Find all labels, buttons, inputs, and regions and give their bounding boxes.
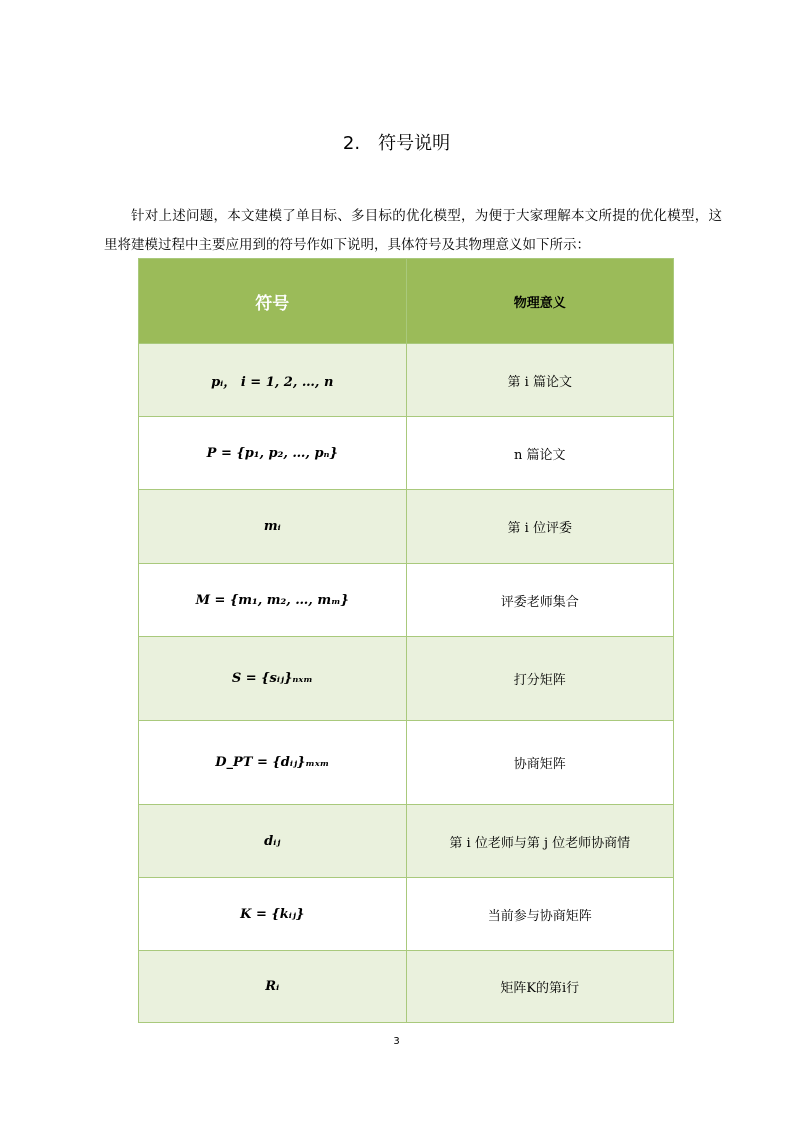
table-row	[139, 878, 674, 951]
table-row	[139, 344, 674, 417]
table-row	[139, 951, 674, 1023]
header-symbol: 符号	[139, 259, 407, 344]
section-number: 2.	[342, 133, 361, 154]
table-row	[139, 721, 674, 805]
header-meaning: 物理意义	[406, 259, 674, 344]
meaning-cell: 评委老师集合	[406, 564, 674, 637]
symbol-cell: mᵢ	[139, 490, 407, 564]
intro-paragraph: 针对上述问题，本文建模了单目标、多目标的优化模型，为便于大家理解本文所提的优化模型，这里将建模过程中主要应用到的符号作如下说明，具体符号及其物理意义如下所示：	[104, 207, 722, 253]
table-row	[139, 805, 674, 878]
table-row	[139, 564, 674, 637]
meaning-cell: n 篇论文	[406, 417, 674, 490]
symbol-cell: M = {m₁, m₂, …, mₘ}	[139, 564, 407, 637]
symbol-cell: P = {p₁, p₂, …, pₙ}	[139, 417, 407, 490]
table-header-row	[139, 259, 674, 344]
meaning-cell: 第 i 位老师与第 j 位老师协商情	[406, 805, 674, 878]
page-number: 3	[393, 1036, 400, 1047]
symbol-cell: S = {sᵢⱼ}ₙₓₘ	[139, 637, 407, 721]
meaning-cell: 协商矩阵	[406, 721, 674, 805]
table-row	[139, 637, 674, 721]
symbol-cell: dᵢⱼ	[139, 805, 407, 878]
table-row	[139, 417, 674, 490]
meaning-cell: 第 i 篇论文	[406, 344, 674, 417]
symbol-table	[138, 258, 674, 1023]
symbol-cell: K = {kᵢⱼ}	[139, 878, 407, 951]
table-row	[139, 490, 674, 564]
symbol-cell: Rᵢ	[139, 951, 407, 1023]
meaning-cell: 打分矩阵	[406, 637, 674, 721]
symbol-cell: pᵢ， i = 1, 2, …, n	[139, 344, 407, 417]
meaning-cell: 当前参与协商矩阵	[406, 878, 674, 951]
section-title: 符号说明	[378, 133, 451, 154]
meaning-cell: 第 i 位评委	[406, 490, 674, 564]
meaning-cell: 矩阵K的第i行	[406, 951, 674, 1023]
section-heading	[0, 132, 793, 156]
symbol-cell: D_PT = {dᵢⱼ}ₘₓₘ	[139, 721, 407, 805]
